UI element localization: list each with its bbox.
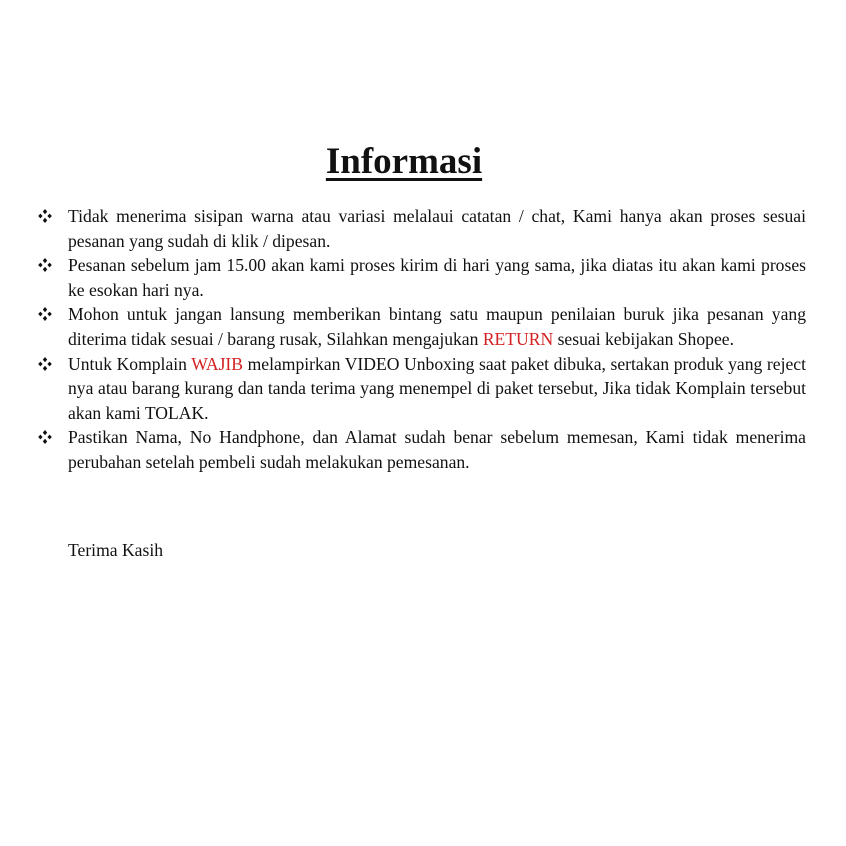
list-item — [36, 253, 806, 302]
list-item — [36, 204, 806, 253]
highlight-return: RETURN — [482, 328, 554, 349]
item-text: Pesanan sebelum jam 15.00 akan kami proses kirim di hari yang sama, jika diatas itu akan kami proses ke esokan hari nya. — [68, 255, 806, 300]
item-text: Tidak menerima sisipan warna atau variasi melalaui catatan / chat, Kami hanya akan proses sesuai pesanan yang sudah di klik / dipesan. — [68, 206, 806, 251]
item-text: Pastikan Nama, No Handphone, dan Alamat sudah benar sebelum memesan, Kami tidak menerima perubahan setelah pembeli sudah melakukan pemesanan. — [68, 427, 806, 472]
item-text-after: sesuai kebijakan Shopee. — [553, 328, 734, 349]
item-text: Untuk Komplain — [68, 353, 192, 374]
list-item — [36, 425, 806, 474]
diamond-bullet-icon — [38, 307, 52, 321]
info-list — [36, 204, 806, 475]
page-title: Informasi — [325, 141, 483, 182]
diamond-bullet-icon — [38, 258, 52, 272]
list-item — [36, 352, 806, 426]
item-text-after: melampirkan VIDEO Unboxing saat paket dibuka, sertakan produk yang reject nya atau barang kurang dan tanda terima yang menempel di paket tersebut, Jika tidak Komplain tersebut akan kami TOLAK. — [68, 353, 806, 423]
diamond-bullet-icon — [38, 209, 52, 223]
list-item — [36, 302, 806, 351]
closing-text: Terima Kasih — [68, 540, 164, 560]
item-text: Mohon untuk jangan lansung memberikan bintang satu maupun penilaian buruk jika pesanan yang diterima tidak sesuai / barang rusak, Silahkan mengajukan — [68, 304, 806, 349]
diamond-bullet-icon — [38, 430, 52, 444]
diamond-bullet-icon — [38, 357, 52, 371]
highlight-wajib: WAJIB — [191, 353, 244, 374]
